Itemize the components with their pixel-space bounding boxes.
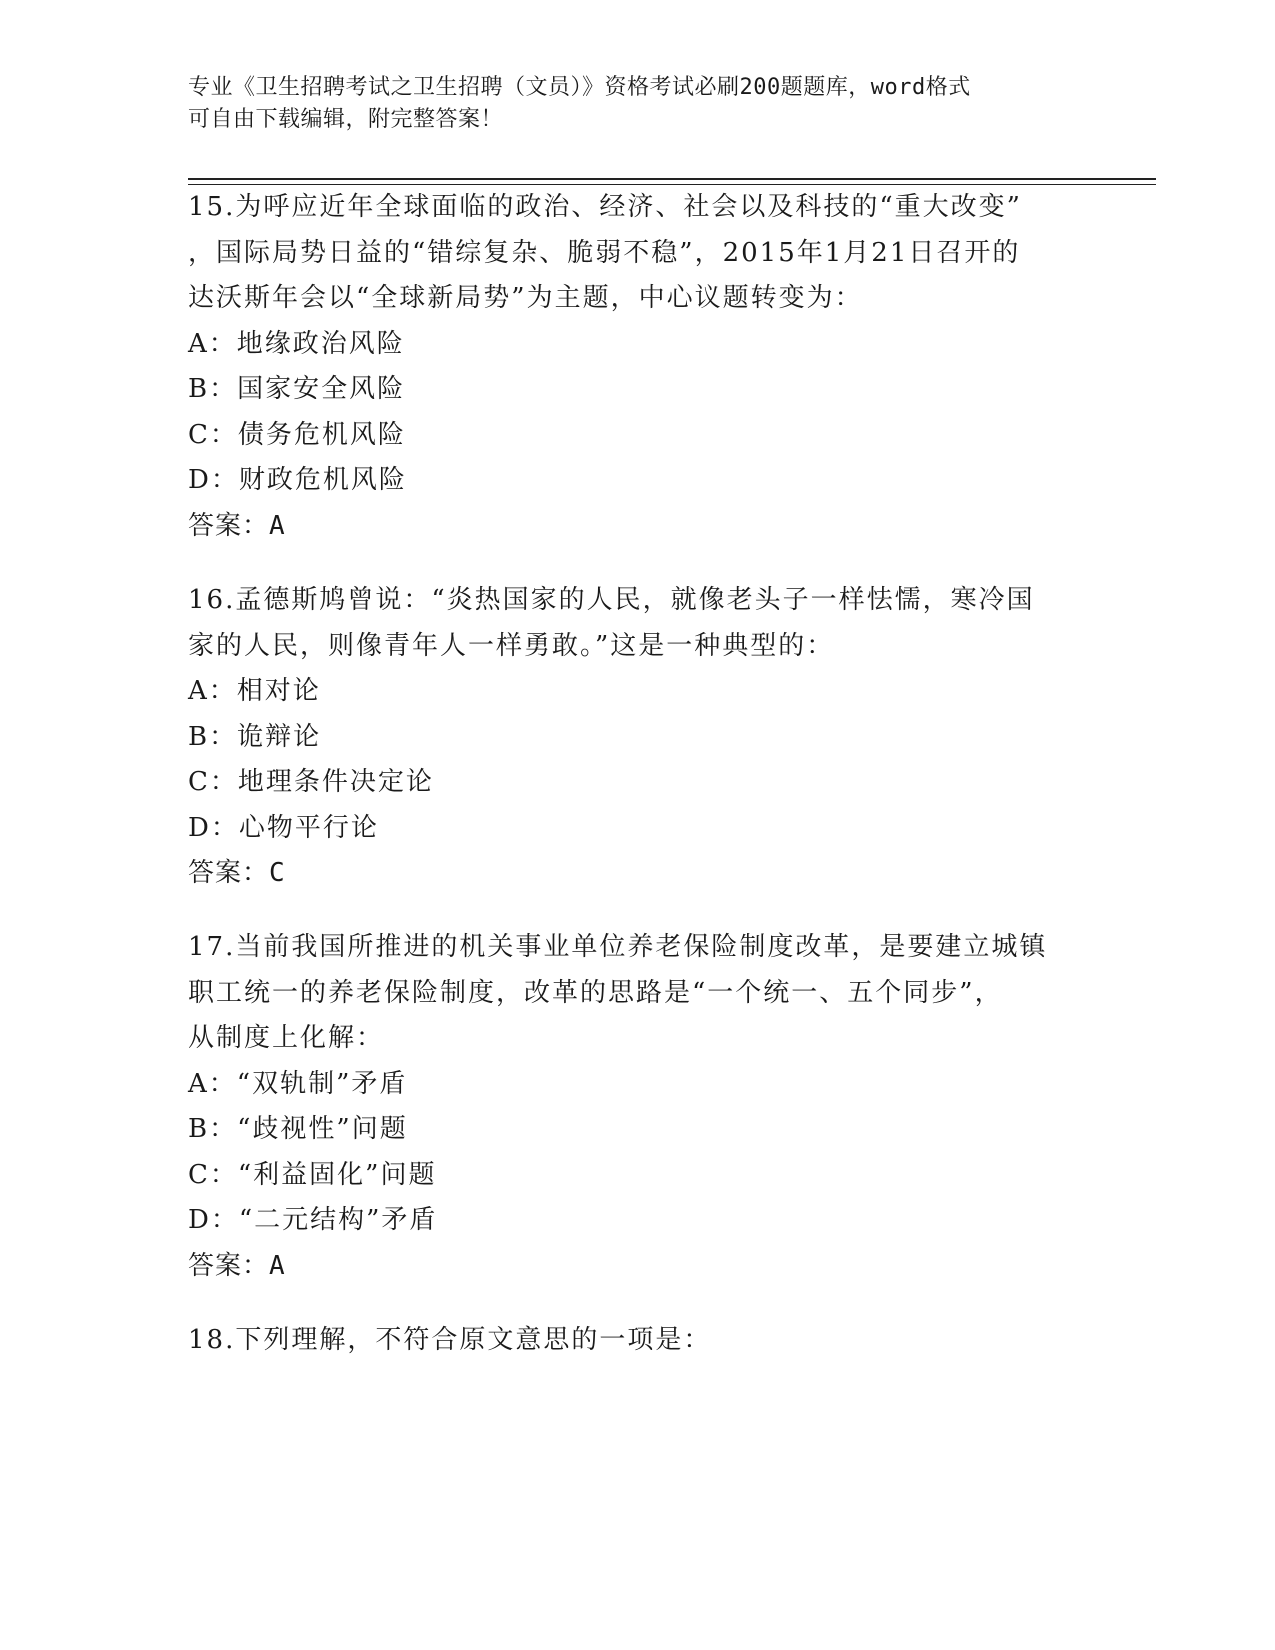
question-text-line: 18.下列理解，不符合原文意思的一项是： (188, 1325, 712, 1355)
option-a: A：地缘政治风险 (188, 328, 405, 359)
question-17 (188, 925, 1088, 1289)
answer-value: C (269, 858, 286, 888)
header-line-1: 专业《卫生招聘考试之卫生招聘（文员）》资格考试必刷200题题库，word格式 (188, 75, 971, 100)
option-d: D：财政危机风险 (188, 465, 407, 495)
header-rule-thick (188, 178, 1156, 180)
question-15 (188, 185, 1088, 549)
question-text-line: 15.为呼应近年全球面临的政治、经济、社会以及科技的“重大改变” (188, 192, 1022, 222)
option-d: D：“二元结构”矛盾 (188, 1205, 438, 1235)
option-c: C：地理条件决定论 (188, 767, 434, 797)
answer-label: 答案： (188, 510, 270, 541)
header-line-2: 可自由下载编辑，附完整答案！ (188, 107, 504, 132)
option-b: B：国家安全风险 (188, 374, 406, 404)
question-18 (188, 1318, 1088, 1364)
question-text-line: 16.孟德斯鸠曾说：“炎热国家的人民，就像老头子一样怯懦，寒冷国 (188, 585, 1035, 615)
answer-line (188, 504, 1088, 550)
answer-value: A (269, 1250, 286, 1281)
answer-line (188, 1244, 1088, 1290)
answer-label: 答案： (188, 858, 270, 888)
answer-line (188, 851, 1088, 897)
question-text-line: 17.当前我国所推进的机关事业单位养老保险制度改革，是要建立城镇 (188, 932, 1048, 962)
option-a: A：相对论 (188, 676, 321, 706)
question-text-line: ，国际局势日益的“错综复杂、脆弱不稳”，2015年1月21日召开的 (188, 237, 1021, 268)
question-text-line: 职工统一的养老保险制度，改革的思路是“一个统一、五个同步”， (188, 977, 1003, 1008)
option-b: B：诡辩论 (188, 721, 322, 752)
document-header (188, 72, 1088, 136)
answer-label: 答案： (188, 1250, 270, 1281)
question-text-line: 从制度上化解： (188, 1023, 385, 1053)
question-16 (188, 578, 1088, 897)
question-text-line: 达沃斯年会以“全球新局势”为主题，中心议题转变为： (188, 283, 863, 313)
option-b: B：“歧视性”问题 (188, 1114, 408, 1144)
question-text-line: 家的人民，则像青年人一样勇敢。”这是一种典型的： (188, 630, 835, 661)
option-c: C：债务危机风险 (188, 419, 406, 450)
option-d: D：心物平行论 (188, 812, 379, 843)
answer-value: A (269, 510, 286, 541)
option-c: C：“利益固化”问题 (188, 1159, 437, 1190)
option-a: A：“双轨制”矛盾 (188, 1068, 408, 1099)
